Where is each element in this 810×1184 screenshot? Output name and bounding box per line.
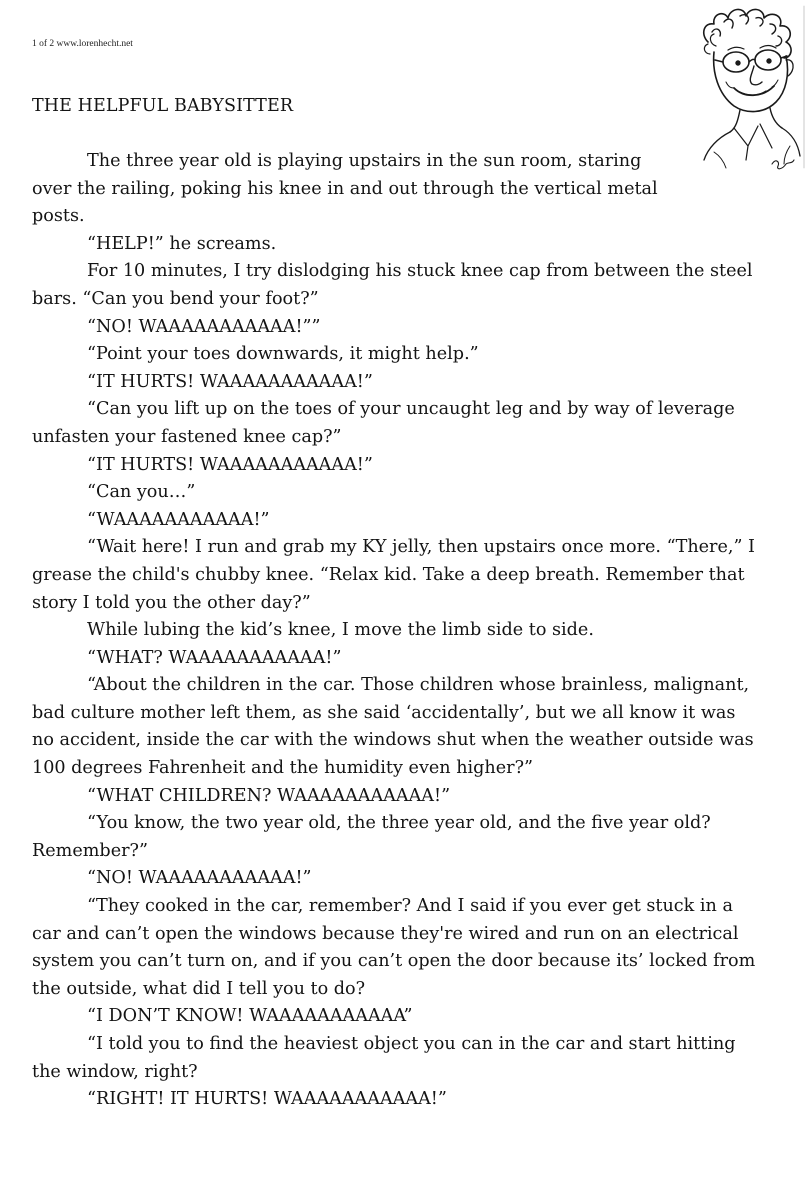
story-title: THE HELPFUL BABYSITTER (32, 96, 294, 116)
story-paragraph: For 10 minutes, I try dislodging his stuck knee cap from between the steel bars. “Can you bend your foot?” (32, 261, 753, 309)
story-paragraph: “NO! WAAAAAAAAAAA!” (87, 868, 312, 889)
story-paragraph: “RIGHT! IT HURTS! WAAAAAAAAAAA!” (87, 1089, 447, 1110)
story-paragraph: “IT HURTS! WAAAAAAAAAAA!” (87, 371, 373, 392)
story-paragraph: “WHAT? WAAAAAAAAAAA!” (87, 647, 342, 668)
page-header: 1 of 2 www.lorenhecht.net (32, 39, 133, 49)
story-paragraph: “NO! WAAAAAAAAAAA!”” (87, 316, 321, 337)
story-paragraph: “WAAAAAAAAAAA!” (87, 509, 270, 530)
story-paragraph: The three year old is playing upstairs in the sun room, staring over the railing, poking his knee in and out through the vertical metal posts. (32, 151, 658, 227)
story-paragraph: “Can you lift up on the toes of your uncaught leg and by way of leverage unfasten your fastened knee cap?” (32, 399, 735, 447)
story-paragraph: “I DON’T KNOW! WAAAAAAAAAAA” (87, 1006, 413, 1027)
story-paragraph: “HELP!” he screams. (87, 233, 277, 254)
story-paragraph: “IT HURTS! WAAAAAAAAAAA!” (87, 454, 373, 475)
story-paragraph: “Point your toes downwards, it might help.” (87, 344, 479, 365)
story-paragraph: “About the children in the car. Those children whose brainless, malignant, bad culture mother left them, as she said ‘accidentally’, but we all know it was no accident, inside the car with the windows shut when the weather outside was 100 degrees Fahrenheit and the humidity even higher?” (32, 675, 754, 779)
story-paragraph: “They cooked in the car, remember? And I said if you ever get stuck in a car and can’t open the windows because they're wired and run on an electrical system you can’t turn on, and if you can’t open the door because its’ locked from the outside, what did I tell you to do? (32, 896, 756, 999)
story-paragraph: “Wait here! I run and grab my KY jelly, then upstairs once more. “There,” I grease the child's chubby knee. “Relax kid. Take a deep breath. Remember that story I told you the other day?” (32, 537, 756, 613)
story-paragraph: “Can you…” (87, 482, 196, 503)
story-body (32, 148, 762, 1114)
story-paragraph: “You know, the two year old, the three year old, and the five year old? Remember?” (32, 813, 711, 861)
story-paragraph: “WHAT CHILDREN? WAAAAAAAAAAA!” (87, 785, 451, 806)
author-caricature-icon (694, 2, 806, 172)
story-paragraph: “I told you to find the heaviest object you can in the car and start hitting the window, right? (32, 1034, 736, 1082)
story-paragraph: While lubing the kid’s knee, I move the limb side to side. (87, 620, 594, 641)
